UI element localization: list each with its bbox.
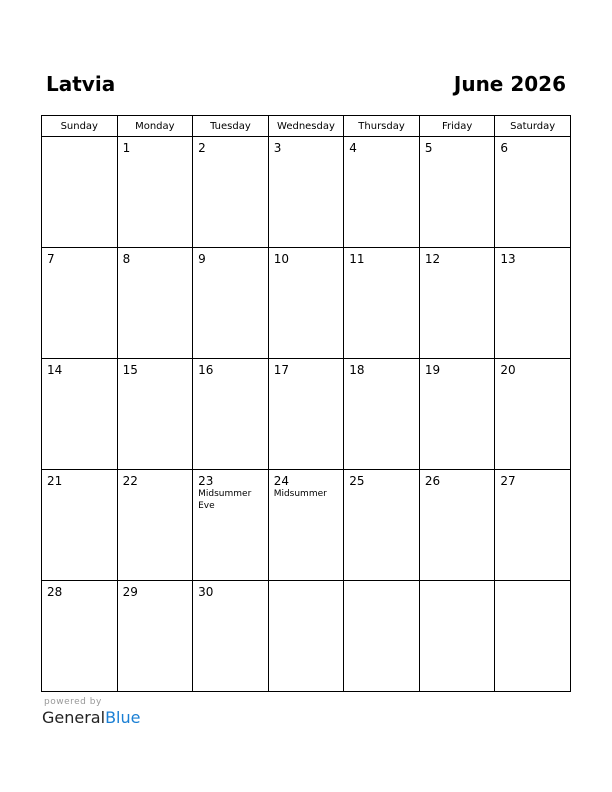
day-number: 10 xyxy=(273,252,289,266)
day-number: 15 xyxy=(122,363,138,377)
day-cell xyxy=(42,359,118,470)
day-cell xyxy=(42,581,118,692)
week-row-1 xyxy=(42,137,571,248)
holiday-label: Midsummer Eve xyxy=(198,489,252,511)
day-cell xyxy=(495,137,571,248)
day-cell xyxy=(344,470,420,581)
day-cell xyxy=(419,137,495,248)
day-number: 9 xyxy=(198,252,206,266)
day-number: 22 xyxy=(122,474,138,488)
day-cell xyxy=(419,470,495,581)
day-cell xyxy=(117,581,193,692)
day-cell xyxy=(495,359,571,470)
day-number: 23 xyxy=(198,474,214,488)
day-number: 27 xyxy=(500,474,516,488)
day-cell xyxy=(495,248,571,359)
day-cell xyxy=(344,359,420,470)
day-number xyxy=(269,581,344,585)
day-number: 30 xyxy=(198,585,214,599)
week-row-5 xyxy=(42,581,571,692)
weekday-wednesday: Wednesday xyxy=(268,116,344,137)
day-number: 8 xyxy=(122,252,131,266)
day-cell xyxy=(42,137,118,248)
day-cell xyxy=(495,581,571,692)
weekday-monday: Monday xyxy=(117,116,193,137)
day-cell xyxy=(268,248,344,359)
calendar-grid xyxy=(41,115,571,692)
day-number: 18 xyxy=(349,363,365,377)
day-cell xyxy=(268,470,344,581)
day-number: 7 xyxy=(47,252,55,266)
week-row-4 xyxy=(42,470,571,581)
day-number: 24 xyxy=(273,474,289,488)
day-cell xyxy=(117,359,193,470)
day-cell xyxy=(193,137,269,248)
day-number: 25 xyxy=(349,474,365,488)
day-number: 16 xyxy=(198,363,214,377)
day-number: 13 xyxy=(500,252,516,266)
day-number xyxy=(344,581,419,585)
country-title: Latvia xyxy=(46,72,116,96)
weekday-header-row xyxy=(42,116,571,137)
holiday-label: Midsummer xyxy=(273,489,327,499)
day-cell xyxy=(419,581,495,692)
generalblue-logo[interactable] xyxy=(42,708,140,728)
day-number: 4 xyxy=(349,141,357,155)
day-number: 11 xyxy=(349,252,365,266)
day-cell xyxy=(117,137,193,248)
day-cell xyxy=(42,248,118,359)
day-cell xyxy=(344,581,420,692)
week-row-3 xyxy=(42,359,571,470)
day-number: 14 xyxy=(47,363,63,377)
day-number: 29 xyxy=(122,585,138,599)
day-cell xyxy=(117,248,193,359)
day-cell xyxy=(344,248,420,359)
weekday-thursday: Thursday xyxy=(344,116,420,137)
day-number: 6 xyxy=(500,141,509,155)
day-cell xyxy=(193,359,269,470)
day-number: 20 xyxy=(500,363,516,377)
day-cell xyxy=(419,359,495,470)
day-number: 19 xyxy=(424,363,441,377)
month-year-title: June 2026 xyxy=(453,72,566,96)
day-cell xyxy=(193,470,269,581)
weekday-tuesday: Tuesday xyxy=(193,116,269,137)
day-number: 28 xyxy=(47,585,63,599)
day-number: 2 xyxy=(198,141,206,155)
day-cell xyxy=(419,248,495,359)
day-number xyxy=(420,581,495,585)
day-cell xyxy=(344,137,420,248)
week-row-2 xyxy=(42,248,571,359)
day-number xyxy=(42,137,117,141)
day-cell xyxy=(42,470,118,581)
day-cell xyxy=(117,470,193,581)
day-number: 17 xyxy=(273,363,289,377)
weekday-sunday: Sunday xyxy=(42,116,118,137)
day-number: 5 xyxy=(424,141,433,155)
day-cell xyxy=(193,581,269,692)
powered-by-label: powered by xyxy=(44,697,102,707)
day-cell xyxy=(268,137,344,248)
brand-general-text: General xyxy=(42,708,106,727)
day-number: 26 xyxy=(424,474,441,488)
brand-blue-text: Blue xyxy=(105,708,141,727)
day-cell xyxy=(268,581,344,692)
day-cell xyxy=(268,359,344,470)
day-number xyxy=(495,581,570,585)
weekday-saturday: Saturday xyxy=(495,116,571,137)
day-number: 21 xyxy=(47,474,63,488)
day-cell xyxy=(193,248,269,359)
weekday-friday: Friday xyxy=(419,116,495,137)
day-number: 1 xyxy=(122,141,131,155)
day-number: 12 xyxy=(424,252,441,266)
day-number: 3 xyxy=(273,141,282,155)
day-cell xyxy=(495,470,571,581)
